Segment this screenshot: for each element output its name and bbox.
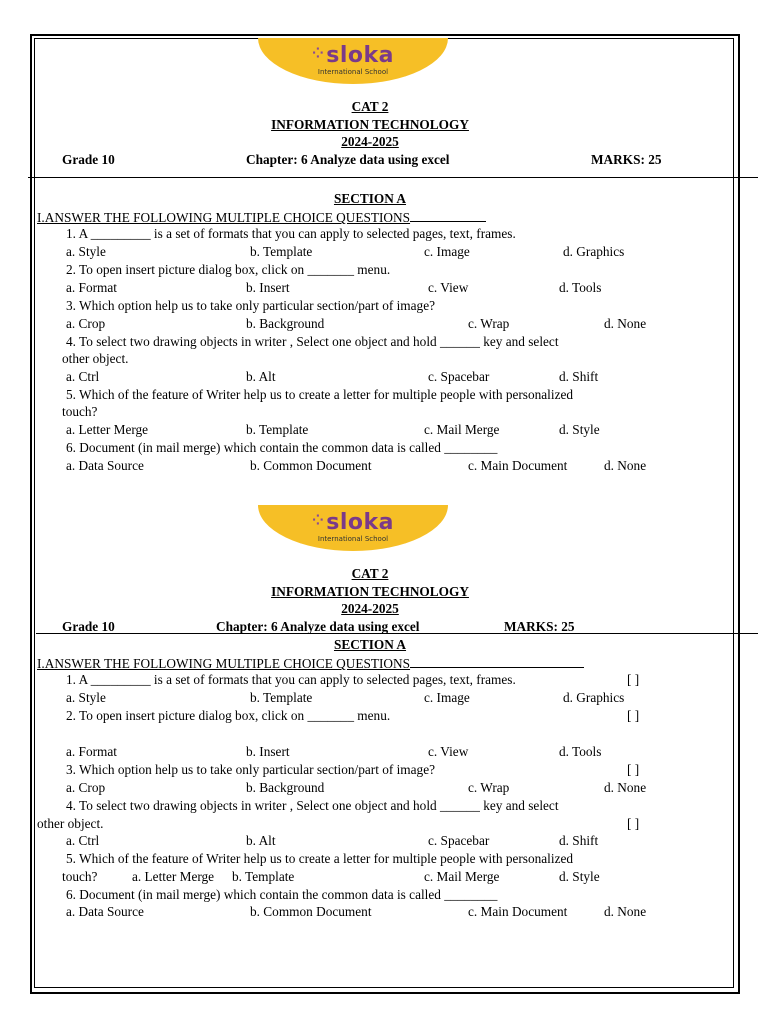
section-title: SECTION A <box>333 637 407 652</box>
answer-bracket-4: [ ] <box>627 816 640 831</box>
option-5d: d. Style <box>559 422 600 437</box>
option-6d: d. None <box>604 904 647 919</box>
option-4d: d. Shift <box>559 369 599 384</box>
question-2: 2. To open insert picture dialog box, click on _______ menu. <box>66 262 391 277</box>
option-3b: b. Background <box>246 316 325 331</box>
option-5d: d. Style <box>559 869 600 884</box>
question-6: 6. Document (in mail merge) which contain the common data is called ________ <box>66 887 498 902</box>
logo-name: sloka <box>326 43 394 68</box>
question-4-continued: other object. <box>62 351 129 366</box>
option-3c: c. Wrap <box>468 780 510 795</box>
answer-bracket-2: [ ] <box>627 708 640 723</box>
marks-label: MARKS: 25 <box>591 152 662 167</box>
option-2d: d. Tools <box>559 744 602 759</box>
question-6: 6. Document (in mail merge) which contain the common data is called ________ <box>66 440 498 455</box>
option-2b: b. Insert <box>246 744 290 759</box>
option-1c: c. Image <box>424 690 470 705</box>
option-1d: d. Graphics <box>563 244 625 259</box>
option-1d: d. Graphics <box>563 690 625 705</box>
option-4c: c. Spacebar <box>428 833 490 848</box>
option-3d: d. None <box>604 316 647 331</box>
logo-subtitle: International School <box>317 68 389 76</box>
header-divider <box>28 177 758 178</box>
grade-label: Grade 10 <box>62 619 115 634</box>
question-1: 1. A _________ is a set of formats that you can apply to selected pages, text, frames. <box>66 226 516 241</box>
test-title: CAT 2 <box>351 566 389 581</box>
option-1b: b. Template <box>250 690 313 705</box>
option-3c: c. Wrap <box>468 316 510 331</box>
academic-year: 2024-2025 <box>341 601 399 616</box>
school-logo: ⁘sloka International School <box>258 38 448 84</box>
section-instruction: I.ANSWER THE FOLLOWING MULTIPLE CHOICE QUESTIONS <box>37 208 486 226</box>
option-1a: a. Style <box>66 244 106 259</box>
option-2d: d. Tools <box>559 280 602 295</box>
option-5a: a. Letter Merge <box>66 422 149 437</box>
question-2: 2. To open insert picture dialog box, click on _______ menu. <box>66 708 391 723</box>
grade-label: Grade 10 <box>62 152 115 167</box>
question-5-continued: touch? <box>62 404 98 419</box>
subject-title: INFORMATION TECHNOLOGY <box>271 117 469 132</box>
chapter-label: Chapter: 6 Analyze data using excel <box>216 619 420 634</box>
option-2a: a. Format <box>66 280 117 295</box>
header-divider <box>36 633 758 634</box>
question-4: 4. To select two drawing objects in writer , Select one object and hold ______ key and select <box>66 798 559 813</box>
option-5a: a. Letter Merge <box>132 869 215 884</box>
option-3d: d. None <box>604 780 647 795</box>
option-6c: c. Main Document <box>468 904 568 919</box>
option-3a: a. Crop <box>66 316 106 331</box>
option-6c: c. Main Document <box>468 458 568 473</box>
option-4b: b. Alt <box>246 369 276 384</box>
test-title: CAT 2 <box>351 99 389 114</box>
option-2c: c. View <box>428 744 469 759</box>
option-2c: c. View <box>428 280 469 295</box>
option-6b: b. Common Document <box>250 904 372 919</box>
option-1c: c. Image <box>424 244 470 259</box>
option-5b: b. Template <box>232 869 295 884</box>
question-4-continued: other object. <box>37 816 104 831</box>
option-3a: a. Crop <box>66 780 106 795</box>
answer-bracket-1: [ ] <box>627 672 640 687</box>
school-logo: ⁘sloka International School <box>258 505 448 551</box>
question-3: 3. Which option help us to take only particular section/part of image? <box>66 762 436 777</box>
option-4d: d. Shift <box>559 833 599 848</box>
option-4b: b. Alt <box>246 833 276 848</box>
option-4a: a. Ctrl <box>66 369 100 384</box>
question-5: 5. Which of the feature of Writer help us to create a letter for multiple people with personalized <box>66 851 574 866</box>
section-title: SECTION A <box>333 191 407 206</box>
section-instruction: I.ANSWER THE FOLLOWING MULTIPLE CHOICE QUESTIONS <box>37 654 584 672</box>
subject-title: INFORMATION TECHNOLOGY <box>271 584 469 599</box>
option-3b: b. Background <box>246 780 325 795</box>
option-5c: c. Mail Merge <box>424 422 500 437</box>
question-1: 1. A _________ is a set of formats that you can apply to selected pages, text, frames. <box>66 672 516 687</box>
option-6b: b. Common Document <box>250 458 372 473</box>
answer-bracket-3: [ ] <box>627 762 640 777</box>
option-1a: a. Style <box>66 690 106 705</box>
question-3: 3. Which option help us to take only particular section/part of image? <box>66 298 436 313</box>
chapter-label: Chapter: 6 Analyze data using excel <box>246 152 450 167</box>
option-6a: a. Data Source <box>66 458 144 473</box>
option-4a: a. Ctrl <box>66 833 100 848</box>
option-5b: b. Template <box>246 422 309 437</box>
option-5c: c. Mail Merge <box>424 869 500 884</box>
question-5-continued: touch? <box>62 869 98 884</box>
option-2a: a. Format <box>66 744 117 759</box>
question-4: 4. To select two drawing objects in writer , Select one object and hold ______ key and select <box>66 334 559 349</box>
option-1b: b. Template <box>250 244 313 259</box>
option-6a: a. Data Source <box>66 904 144 919</box>
marks-label: MARKS: 25 <box>504 619 575 634</box>
academic-year: 2024-2025 <box>341 134 399 149</box>
option-6d: d. None <box>604 458 647 473</box>
option-2b: b. Insert <box>246 280 290 295</box>
logo-name: sloka <box>326 510 394 535</box>
question-5: 5. Which of the feature of Writer help us to create a letter for multiple people with personalized <box>66 387 574 402</box>
option-4c: c. Spacebar <box>428 369 490 384</box>
logo-subtitle: International School <box>317 535 389 543</box>
